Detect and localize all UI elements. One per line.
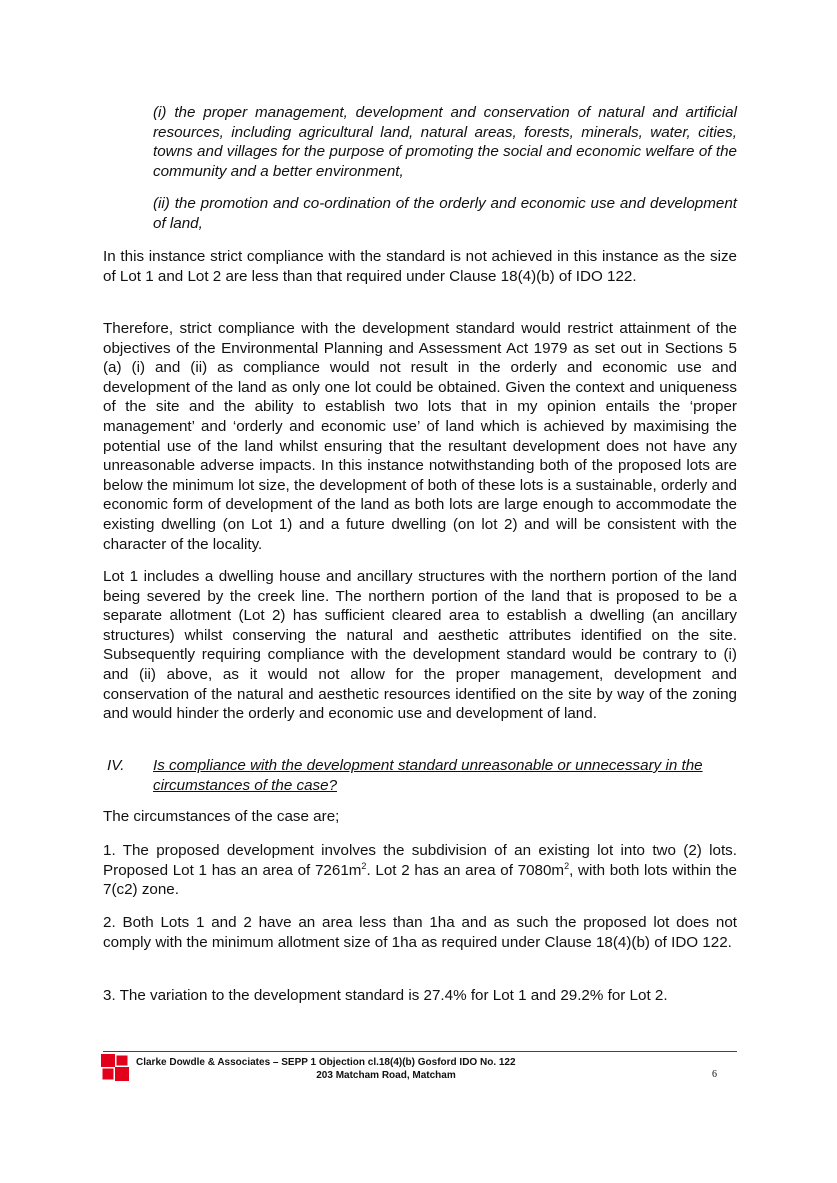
footer-text [136,1056,696,1082]
footer-line-2: 203 Matcham Road, Matcham [316,1070,456,1081]
section-question: Is compliance with the development standard unreasonable or unnecessary in the circumstances of the case? [153,757,703,794]
item1-sup-a: 2 [361,860,367,871]
footer-divider [103,1051,737,1052]
paragraph-compliance: In this instance strict compliance with the standard is not achieved in this instance as the size of Lot 1 and Lot 2 are less than that required under Clause 18(4)(b) of IDO 122. [103,248,737,285]
footer-line-1: Clarke Dowdle & Associates – SEPP 1 Objection cl.18(4)(b) Gosford IDO No. 122 [136,1057,516,1068]
page-number: 6 [712,1069,717,1080]
list-item-3: 3. The variation to the development standard is 27.4% for Lot 1 and 29.2% for Lot 2. [103,987,668,1004]
paragraph-lot1: Lot 1 includes a dwelling house and ancillary structures with the northern portion of the land being severed by the creek line. The northern portion of the land that is proposed to be a separate allotment (Lot 2) has sufficient cleared area to establish a dwelling (an ancillary structures) whilst conserving the natural and aesthetic attributes identified on the site. Subsequently requiring compliance with the development standard would be contrary to (i) and (ii) above, as it would not allow for the proper management, development and conservation of the natural and aesthetic resources identified on the site by way of the zoning and would hinder the orderly and economic use and development of land. [103,568,737,723]
list-item-2: 2. Both Lots 1 and 2 have an area less than 1ha and as such the proposed lot does not comply with the minimum allotment size of 1ha as required under Clause 18(4)(b) of IDO 122. [103,914,737,951]
item1-sup-b: 2 [564,860,570,871]
company-logo [101,1054,129,1081]
section-number: IV. [107,757,125,774]
quote-objective-ii: (ii) the promotion and co-ordination of the orderly and economic use and development of land, [153,195,737,232]
circumstances-intro: The circumstances of the case are; [103,808,340,825]
item1-text-a: 1. The proposed development involves the subdivision of an existing lot into two (2) lots. Proposed Lot 1 has an area of 7261m [103,842,737,879]
item1-text-c: , with both lots within the 7(c2) zone. [103,861,737,899]
paragraph-therefore: Therefore, strict compliance with the development standard would restrict attainment of the objectives of the Environmental Planning and Assessment Act 1979 as set out in Sections 5 (a) (i) and (ii) as compliance would not result in the orderly and economic use and development of the land as only one lot could be obtained. Given the context and uniqueness of the site and the ability to establish two lots that in my opinion entails the ‘proper management’ and ‘orderly and economic use’ of land which is achieved by maximising the potential use of the land whilst ensuring that the resultant development does not have any unreasonable adverse impacts. In this instance notwithstanding both of the proposed lots are below the minimum lot size, the development of both of these lots is a sustainable, orderly and economic form of development of the land as both lots are large enough to accommodate the existing dwelling (on Lot 1) and a future dwelling (on lot 2) and will be consistent with the character of the locality. [103,320,737,553]
item1-text-b: . Lot 2 has an area of 7080m [366,861,565,879]
list-item-1 [103,841,737,900]
quote-objective-i: (i) the proper management, development and conservation of natural and artificial resources, including agricultural land, natural areas, forests, minerals, water, cities, towns and villages for the purpose of promoting the social and economic welfare of the community and a better environment, [153,104,737,180]
